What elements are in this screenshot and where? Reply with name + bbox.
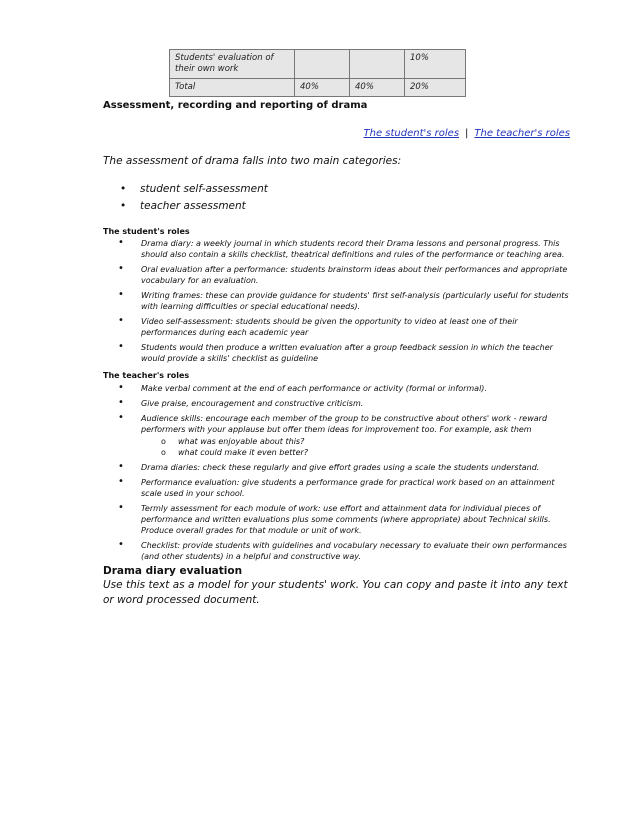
section-heading: Assessment, recording and reporting of drama <box>103 100 368 111</box>
table-cell: Total <box>170 79 295 97</box>
role-links <box>364 128 570 139</box>
link-separator: | <box>465 128 469 139</box>
list-item: • Video self-assessment: students should be given the opportunity to video at least one of their performances during each academic year <box>103 316 573 338</box>
list-item <box>103 413 573 458</box>
table-row <box>170 50 466 79</box>
assessment-table <box>169 49 466 97</box>
table-cell: 40% <box>350 79 405 97</box>
student-roles-list <box>103 238 573 368</box>
teacher-roles-title: The teacher's roles <box>103 371 190 380</box>
list-item: • Give praise, encouragement and constructive criticism. <box>103 398 573 409</box>
table-cell <box>350 50 405 79</box>
table-cell: 10% <box>405 50 466 79</box>
teacher-roles-link[interactable]: The teacher's roles <box>474 128 570 139</box>
diary-title: Drama diary evaluation <box>103 565 243 577</box>
table-cell <box>295 50 350 79</box>
intro-text: The assessment of drama falls into two main categories: <box>103 155 402 167</box>
diary-body: Use this text as a model for your students' work. You can copy and paste it into any text or word processed document. <box>103 579 568 606</box>
list-item: • Make verbal comment at the end of each performance or activity (formal or informal). <box>103 383 573 394</box>
question-sublist <box>141 436 573 458</box>
student-roles-link[interactable]: The student's roles <box>363 128 460 139</box>
list-item: • teacher assessment <box>103 200 268 217</box>
table-row <box>170 79 466 97</box>
list-item: • Drama diary: a weekly journal in which students record their Drama lessons and personal progress. This should also contain a skills checklist, theatrical definitions and rules of the performance or teaching area. <box>103 238 573 260</box>
sublist-item: o what was enjoyable about this? <box>141 436 573 447</box>
list-item: • Performance evaluation: give students a performance grade for practical work based on an attainment scale used in your school. <box>103 477 573 499</box>
list-item: • student self-assessment <box>103 183 268 200</box>
table-cell: 40% <box>295 79 350 97</box>
list-item: • Writing frames: these can provide guidance for students' first self-analysis (particularly useful for students with learning difficulties or special educational needs). <box>103 290 573 312</box>
list-item-text: Audience skills: encourage each member of the group to be constructive about others' work - reward performers with your applause but offer them ideas for improvement too. For example, ask them <box>141 414 548 434</box>
table-cell: Students' evaluation of their own work <box>170 50 295 79</box>
table-cell: 20% <box>405 79 466 97</box>
list-item: • Termly assessment for each module of work: use effort and attainment data for individual pieces of performance and written evaluations plus some comments (where appropriate) about Technical skills. Produce overall grades for that module or unit of work. <box>103 503 573 536</box>
student-roles-title: The student's roles <box>103 227 190 236</box>
list-item: • Drama diaries: check these regularly and give effort grades using a scale the students understand. <box>103 462 573 473</box>
sublist-item: o what could make it even better? <box>141 447 573 458</box>
list-item: • Students would then produce a written evaluation after a group feedback session in which the teacher would provide a skills' checklist as guideline <box>103 342 573 364</box>
list-item: • Checklist: provide students with guidelines and vocabulary necessary to evaluate their own performances (and other students) in a helpful and constructive way. <box>103 540 573 562</box>
list-item: • Oral evaluation after a performance: students brainstorm ideas about their performances and appropriate vocabulary for an evaluation. <box>103 264 573 286</box>
category-list <box>103 183 268 217</box>
teacher-roles-list <box>103 383 573 566</box>
